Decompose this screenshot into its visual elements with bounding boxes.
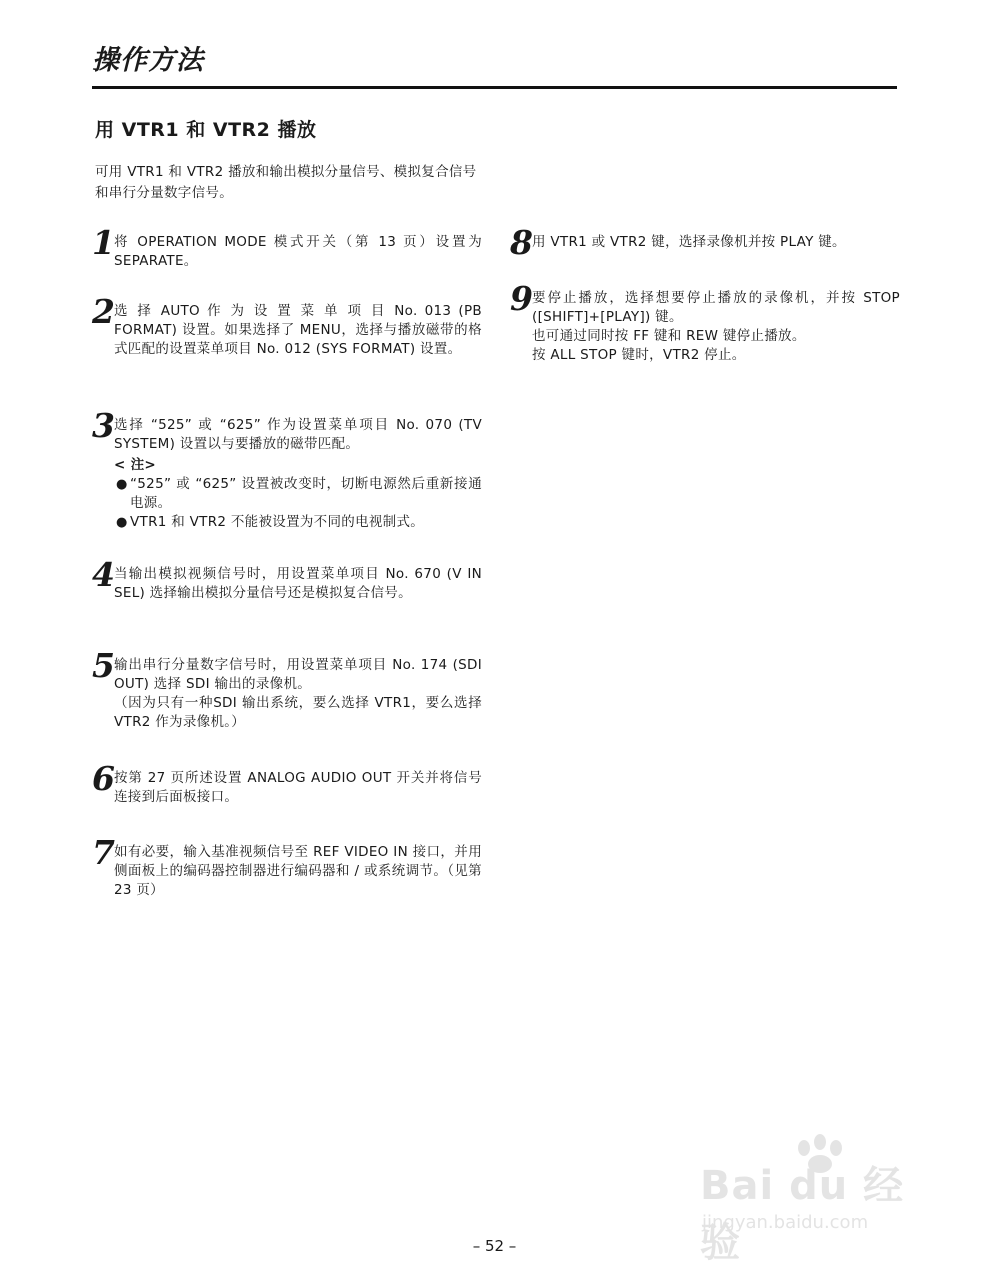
step-text: 也可通过同时按 FF 键和 REW 键停止播放。: [532, 328, 806, 344]
step-text: 将 OPERATION MODE 模式开关（第 13 页）设置为 SEPARATE。: [114, 234, 482, 269]
step-number: 1: [92, 223, 115, 262]
step-text: 如有必要，输入基准视频信号至 REF VIDEO IN 接口，并用侧面板上的编码器控制器进行编码器和 / 或系统调节。（见第 23 页）: [114, 844, 482, 898]
step-number: 7: [92, 833, 115, 872]
watermark-url: jingyan.baidu.com: [702, 1212, 869, 1233]
step-text: 要停止播放，选择想要停止播放的录像机，并按 STOP ([SHIFT]+[PLAY]) 键。: [532, 290, 900, 325]
section-title: 用 VTR1 和 VTR2 播放: [95, 119, 317, 141]
header-rule: [92, 86, 897, 89]
step-text: 按 ALL STOP 键时，VTR2 停止。: [532, 347, 746, 363]
step-text: 按第 27 页所述设置 ANALOG AUDIO OUT 开关并将信号连接到后面板接口。: [114, 770, 482, 805]
step-number: 3: [92, 406, 115, 445]
step-number: 2: [92, 292, 115, 331]
step-number: 9: [510, 279, 533, 318]
intro-paragraph: 可用 VTR1 和 VTR2 播放和输出模拟分量信号、模拟复合信号和串行分量数字信号。: [95, 164, 477, 201]
bullet-icon: ●: [116, 477, 128, 492]
step-number: 8: [510, 223, 533, 262]
page-number: – 52 –: [472, 1237, 517, 1255]
step-number: 5: [92, 646, 115, 685]
step-text: （因为只有一种SDI 输出系统，要么选择 VTR1，要么选择 VTR2 作为录像机。）: [114, 695, 482, 730]
note-label: < 注>: [114, 457, 157, 473]
step-text: 用 VTR1 或 VTR2 键，选择录像机并按 PLAY 键。: [532, 234, 846, 250]
bullet-icon: ●: [116, 515, 128, 530]
step-text: 选 择 AUTO 作 为 设 置 菜 单 项 目 No. 013 (PB FORMAT) 设置。如果选择了 MENU，选择与播放磁带的格式匹配的设置菜单项目 No. 012 (SYS FORMAT) 设置。: [114, 303, 482, 357]
step-text: 选择 “525” 或 “625” 作为设置菜单项目 No. 070 (TV SYSTEM) 设置以与要播放的磁带匹配。: [114, 417, 482, 452]
note-item: ● “525” 或 “625” 设置被改变时，切断电源然后重新接通电源。: [116, 476, 482, 511]
step-text: 输出串行分量数字信号时，用设置菜单项目 No. 174 (SDI OUT) 选择 SDI 输出的录像机。: [114, 657, 482, 692]
step-text: 当输出模拟视频信号时，用设置菜单项目 No. 670 (V IN SEL) 选择输出模拟分量信号还是模拟复合信号。: [114, 566, 482, 601]
watermark-brand: Bai du 经验: [700, 1163, 905, 1266]
step-number: 6: [92, 759, 115, 798]
page-title: 操作方法: [92, 45, 204, 76]
watermark: [700, 1140, 930, 1266]
step-number: 4: [92, 555, 115, 594]
note-item: ● VTR1 和 VTR2 不能被设置为不同的电视制式。: [116, 514, 425, 530]
